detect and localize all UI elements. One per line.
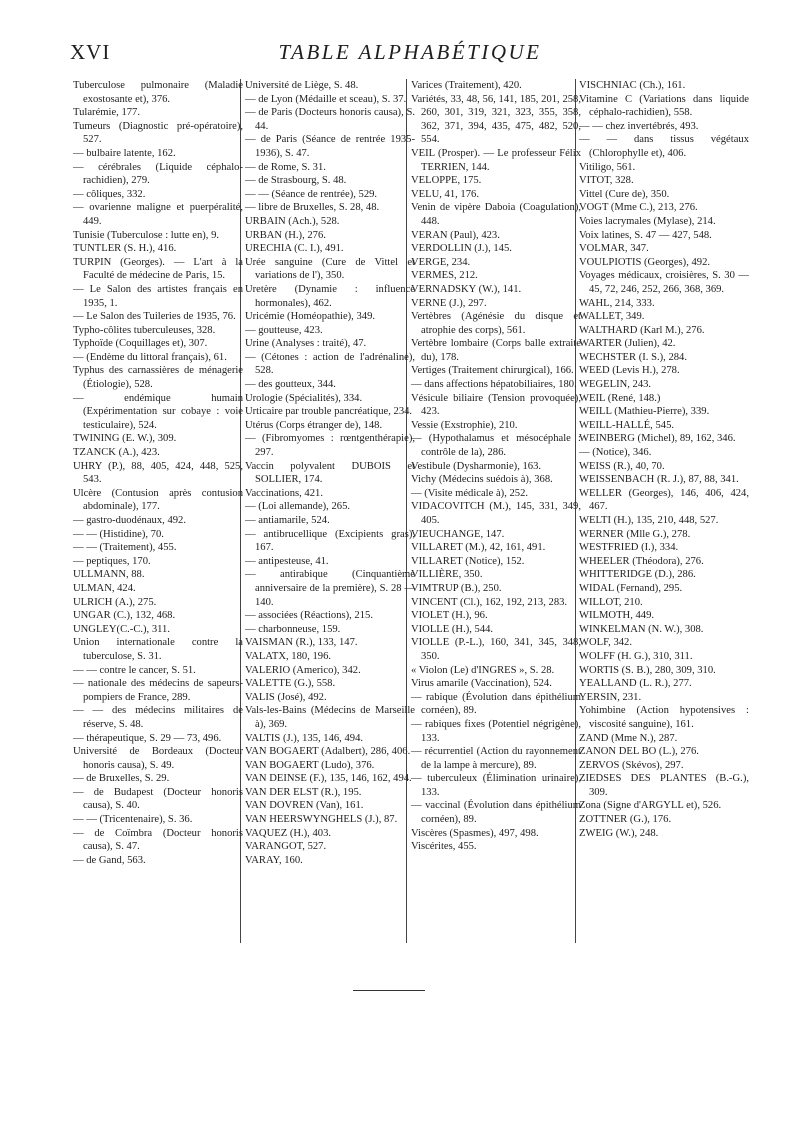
index-entry: Voix latines, S. 47 — 427, 548. [579,229,712,241]
index-entry: WIDAL (Fernand), 295. [579,582,683,594]
index-entry: WESTFRIED (I.), 334. [579,542,679,554]
index-entry: — (Visite médicale à), 252. [411,487,529,499]
index-entry: VARANGOT, 527. [245,841,327,853]
index-entry: Vaccin polyvalent DUBOIS et SOLLIER, 174. [245,460,415,486]
index-entry: Viscérites, 455. [411,841,477,853]
index-entry: WORTIS (S. B.), 280, 309, 310. [579,664,716,676]
index-entry: — rabiques fixes (Potentiel négrigène), 133. [411,718,581,744]
index-entry: VAN BOGAERT (Adalbert), 286, 406. [245,746,411,758]
index-entry: VERNE (J.), 297. [411,297,487,309]
index-entry: URECHIA (C. I.), 491. [245,243,344,255]
index-entry: Utérus (Corps étranger de), 148. [245,419,383,431]
index-entry: WEINBERG (Michel), 89, 162, 346. [579,433,736,445]
index-entry: — nationale des médecins de sapeurs-pompiers de France, 289. [73,678,243,703]
index-entry: UHRY (P.), 88, 405, 424, 448, 525, 543. [73,460,243,486]
index-entry: WALLET, 349. [579,311,645,323]
index-entry: — — (Histidine), 70. [73,528,164,540]
index-entry: TURPIN (Georges). — L'art à la Faculté de médecine de Paris, 15. [73,256,243,282]
index-entry: — de Bruxelles, S. 29. [73,773,170,785]
index-entry: VALATX, 180, 196. [245,650,332,662]
index-entry: WEILL-HALLÉ, 545. [579,419,675,431]
index-entry: WHITTERIDGE (D.), 286. [579,569,696,581]
index-entry: VIEUCHANGE, 147. [411,528,505,540]
index-column-1 [73,79,243,867]
index-entry: Vertèbres (Agénésie du disque et atrophie des corps), 561. [411,311,581,336]
index-column-3 [411,79,581,854]
index-entry: — antiamarile, 524. [245,515,330,526]
index-entry: — (Endème du littoral français), 61. [73,351,227,363]
index-entry: — de Coïmbra (Docteur honoris causa), S. 47. [73,827,243,853]
index-entry: Tuberculose pulmonaire (Maladie exostosante et), 376. [73,80,243,105]
index-entry: ZAND (Mme N.), 287. [579,732,678,744]
index-entry: — antirabique (Cinquantième anniversaire de la première), S. 28 — 140. [245,569,415,608]
index-entry: WOLF, 342. [579,637,632,649]
index-entry: VILLARET (M.), 42, 161, 491. [411,542,546,554]
index-entry: VAN DER ELST (R.), 195. [245,786,362,798]
index-entry: VAQUEZ (H.), 403. [245,827,332,839]
index-entry: VOGT (Mme C.), 213, 276. [579,202,698,214]
index-entry: UNGAR (C.), 132, 468. [73,610,176,622]
index-entry: WELTI (H.), 135, 210, 448, 527. [579,515,719,526]
index-entry: WALTHARD (Karl M.), 276. [579,324,705,336]
index-entry: VELOPPE, 175. [411,175,482,187]
index-entry: WEILL (Mathieu-Pierre), 339. [579,406,710,418]
index-entry: VERMES, 212. [411,270,478,282]
index-entry: ZWEIG (W.), 248. [579,827,659,839]
index-entry: Typhus des carnassières de ménagerie (Étiologie), 528. [73,365,243,391]
index-entry: Varices (Traitement), 420. [411,80,522,91]
index-entry: — tuberculeux (Élimination urinaire), 133. [411,773,581,798]
index-entry: Uretère (Dynamie : influence hormonales), 462. [245,283,415,309]
index-entry: Urticaire par trouble pancréatique, 234. [245,406,413,418]
index-entry: ZIEDSES DES PLANTES (B.-G.), 309. [579,773,749,798]
index-entry: Urologie (Spécialités), 334. [245,392,363,404]
index-entry: WEIL (René, 148.) [579,392,661,404]
index-entry: Tunisie (Tuberculose : lutte en), 9. [73,229,220,241]
index-entry: WINKELMAN (N. W.), 308. [579,623,704,635]
index-entry: — libre de Bruxelles, S. 28, 48. [245,202,380,214]
index-entry: Venin de vipère Daboia (Coagulation), 448. [411,202,581,227]
index-entry: Vésicule biliaire (Tension provoquée), 423. [411,392,581,418]
index-entry: — de Rome, S. 31. [245,161,326,173]
index-entry: VAN HEERSWYNGHELS (J.), 87. [245,814,398,826]
index-entry: — (Notice), 346. [579,447,652,459]
page-number: XVI [70,40,111,64]
index-entry: VOULPIOTIS (Georges), 492. [579,256,711,268]
index-entry: — de Strasbourg, S. 48. [245,175,347,187]
index-entry: UNGLEY(C.-C.), 311. [73,623,170,635]
index-entry: Voyages médicaux, croisières, S. 30 — 45, 72, 246, 252, 266, 368, 369. [579,270,749,295]
index-entry: VERNADSKY (W.), 141. [411,283,522,295]
index-entry: Variétés, 33, 48, 56, 141, 185, 201, 258, 260, 301, 319, 321, 323, 355, 358, 362, 371, 394, 435, 475, 482, 520, 554. [411,93,581,146]
index-entry: VERGE, 234. [411,256,471,268]
index-entry: — de Gand, 563. [73,854,146,866]
index-entry: VOLMAR, 347. [579,243,649,255]
index-entry: VALERIO (Americo), 342. [245,664,361,676]
index-entry: Vitiligo, 561. [579,161,636,173]
index-entry: Yohimbine (Action hypotensives : viscosité sanguine), 161. [579,705,749,730]
index-entry: WELLER (Georges), 146, 406, 424, 467. [579,487,749,513]
index-entry: VERAN (Paul), 423. [411,229,500,241]
index-entry: Typhoïde (Coquillages et), 307. [73,338,208,350]
index-entry: Vaccinations, 421. [245,487,323,499]
index-entry: — antibrucellique (Excipients gras), 167. [245,528,415,554]
index-entry: Zona (Signe d'ARGYLL et), 526. [579,800,722,812]
index-entry: — bulbaire latente, 162. [73,147,176,159]
index-entry: — récurrentiel (Action du rayonnement de la lampe à mercure), 89. [411,746,581,771]
index-entry: — de Lyon (Médaille et sceau), S. 37. [245,93,407,105]
index-entry: YERSIN, 231. [579,691,642,703]
index-entry: VEIL (Prosper). — Le professeur Félix TERRIEN, 144. [411,147,581,173]
index-entry: — endémique humain (Expérimentation sur cobaye : voie testiculaire), 524. [73,392,243,431]
page-header [70,40,750,70]
index-entry: « Violon (Le) d'INGRES », S. 28. [411,664,555,676]
index-entry: TZANCK (A.), 423. [73,447,160,459]
index-entry: — (Loi allemande), 265. [245,501,351,513]
index-entry: VITOT, 328. [579,175,634,187]
index-entry: Vals-les-Bains (Médecins de Marseille à), 369. [245,705,415,730]
index-entry: — — dans tissus végétaux (Chlorophylle et), 406. [579,134,749,159]
index-entry: VIOLLE (H.), 544. [411,623,494,635]
index-entry: Tumeurs (Diagnostic pré-opératoire), 527. [73,120,243,146]
index-entry: — — contre le cancer, S. 51. [73,664,196,676]
index-entry: — rabique (Évolution dans épithélium cornéen), 89. [411,691,581,717]
index-entry: VELU, 41, 176. [411,188,479,200]
index-entry: WECHSTER (I. S.), 284. [579,351,687,363]
index-entry: VIOLET (H.), 96. [411,610,488,622]
index-entry: Université de Bordeaux (Docteur honoris causa), S. 49. [73,746,243,771]
index-entry: Voies lacrymales (Mylase), 214. [579,215,716,227]
index-entry: — — (Séance de rentrée), 529. [245,188,378,200]
index-entry: — charbonneuse, 159. [245,623,341,635]
index-entry: — (Fibromyomes : rœntgenthérapie), 297. [245,433,415,459]
running-title: TABLE ALPHABÉTIQUE [278,40,542,64]
index-entry: WHEELER (Théodora), 276. [579,555,704,567]
index-entry: ULLMANN, 88. [73,569,145,581]
index-entry: VIMTRUP (B.), 250. [411,582,502,594]
index-entry: — goutteuse, 423. [245,324,323,336]
index-entry: — gastro-duodénaux, 492. [73,515,186,526]
index-column-4 [579,79,749,840]
index-entry: WEED (Levis H.), 278. [579,365,680,377]
end-rule [353,990,425,991]
index-entry: — Le Salon des artistes français en 1935, 1. [73,283,243,309]
index-entry: — — chez invertébrés, 493. [579,120,699,132]
index-entry: VALETTE (G.), 558. [245,678,336,690]
index-entry: Urée sanguine (Cure de Vittel et variations de l'), 350. [245,256,415,282]
index-entry: — dans affections hépatobiliaires, 180. [411,379,577,391]
index-entry: — ovarienne maligne et puerpéralité, 449. [73,202,243,227]
index-entry: TUNTLER (S. H.), 416. [73,243,177,255]
index-entry: — côliques, 332. [73,188,146,200]
index-entry: — associées (Réactions), 215. [245,610,373,622]
index-entry: VAN DEINSE (F.), 135, 146, 162, 494. [245,773,412,785]
index-entry: TWINING (E. W.), 309. [73,433,177,445]
index-entry: — — des médecins militaires de réserve, S. 48. [73,705,243,730]
index-entry: WEISSENBACH (R. J.), 87, 88, 341. [579,474,739,486]
index-entry: VAISMAN (R.), 133, 147. [245,637,358,649]
index-entry: Uricémie (Homéopathie), 349. [245,311,376,323]
index-entry: URBAIN (Ach.), 528. [245,215,340,227]
index-entry: ZOTTNER (G.), 176. [579,814,672,826]
index-entry: — de Paris (Séance de rentrée 1935-1936), S. 47. [245,134,415,159]
index-entry: — de Budapest (Docteur honoris causa), S. 40. [73,786,243,812]
index-entry: Vestibule (Dysharmonie), 163. [411,460,542,472]
index-entry: Union internationale contre la tuberculose, S. 31. [73,637,243,662]
index-entry: — thérapeutique, S. 29 — 73, 496. [73,732,222,744]
index-entry: — — (Traitement), 455. [73,542,177,554]
index-entry: Vittel (Cure de), 350. [579,188,670,200]
index-entry: — des goutteux, 344. [245,379,336,391]
index-column-2 [245,79,415,867]
index-entry: Vertèbre lombaire (Corps balle extraite du), 178. [411,338,581,363]
index-entry: VISCHNIAC (Ch.), 161. [579,80,686,91]
index-entry: — antipesteuse, 41. [245,555,329,567]
index-entry: VILLARET (Notice), 152. [411,555,525,567]
index-entry: VAN BOGAERT (Ludo), 376. [245,759,375,771]
index-entry: ULMAN, 424. [73,582,136,594]
index-entry: Vitamine C (Variations dans liquide céphalo-rachidien), 558. [579,93,749,119]
index-entry: WILMOTH, 449. [579,610,655,622]
index-entry: — — (Tricentenaire), S. 36. [73,814,193,826]
index-entry: Vichy (Médecins suédois à), 368. [411,474,553,486]
index-entry: — peptiques, 170. [73,555,151,567]
index-entry: — (Cétones : action de l'adrénaline), 528. [245,351,415,377]
index-entry: — vaccinal (Évolution dans épithélium cornéen), 89. [411,800,581,826]
index-entry: ULRICH (A.), 275. [73,596,157,608]
index-entry: WAHL, 214, 333. [579,297,655,309]
index-entry: ZERVOS (Skévos), 297. [579,759,684,771]
index-entry: Virus amarile (Vaccination), 524. [411,678,552,690]
index-entry: Vertiges (Traitement chirurgical), 166. [411,365,574,377]
index-entry: VILLIÈRE, 350. [411,569,483,581]
index-entry: — (Hypothalamus et mésocéphale : contrôle de la), 286. [411,433,581,459]
index-entry: VAN DOVREN (Van), 161. [245,800,364,812]
index-entry: Tularémie, 177. [73,107,140,119]
index-entry: WEISS (R.), 40, 70. [579,460,665,472]
index-entry: VALTIS (J.), 135, 146, 494. [245,732,364,744]
index-entry: VIDACOVITCH (M.), 145, 331, 349, 405. [411,501,581,526]
index-entry: URBAN (H.), 276. [245,229,326,241]
index-entry: YEALLAND (L. R.), 277. [579,678,692,690]
index-entry: WILLOT, 210. [579,596,643,608]
index-entry: VALIS (José), 492. [245,691,327,703]
index-entry: Ulcère (Contusion après contusion abdominale), 177. [73,487,243,513]
index-entry: Viscères (Spasmes), 497, 498. [411,827,539,839]
index-entry: — Le Salon des Tuileries de 1935, 76. [73,311,236,323]
index-columns [73,79,753,979]
index-entry: — cérébrales (Liquide céphalo-rachidien), 279. [73,161,243,187]
index-entry: WARTER (Julien), 42. [579,338,676,350]
index-entry: WEGELIN, 243. [579,379,652,391]
index-entry: VIOLLE (P.-L.), 160, 341, 345, 348, 350. [411,637,581,662]
index-entry: Urine (Analyses : traité), 47. [245,338,367,350]
index-entry: ZANON DEL BO (L.), 276. [579,746,699,758]
index-entry: Typho-côlites tuberculeuses, 328. [73,324,216,336]
index-entry: Vessie (Exstrophie), 210. [411,419,518,431]
index-entry: — de Paris (Docteurs honoris causa), S. 44. [245,107,415,132]
index-entry: VARAY, 160. [245,854,303,866]
index-entry: WERNER (Mlle G.), 278. [579,528,691,540]
index-entry: Université de Liège, S. 48. [245,80,359,91]
index-entry: VERDOLLIN (J.), 145. [411,243,512,255]
index-entry: WOLFF (H. G.), 310, 311. [579,650,693,662]
index-entry: VINCENT (Cl.), 162, 192, 213, 283. [411,596,568,608]
